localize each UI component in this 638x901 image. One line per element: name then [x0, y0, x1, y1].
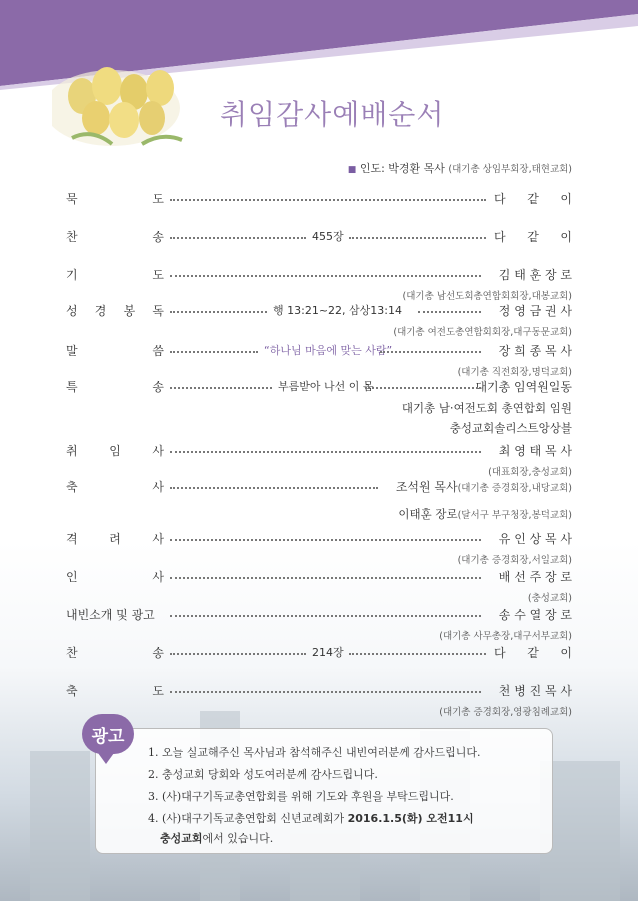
program-label-char: 찬 [66, 646, 78, 660]
program-detail: 행 13:21~22, 삼상13:14 [273, 304, 402, 317]
program-presenter [396, 478, 572, 495]
announcement-venue: 충성교회 [160, 832, 203, 845]
program-label-char: 성 [66, 304, 78, 318]
program-detail: 214장 [312, 646, 344, 659]
program-label [66, 378, 164, 395]
congratulatory-speaker [398, 506, 572, 522]
program-label [66, 478, 164, 495]
announcement-badge: 광고 [82, 714, 134, 754]
program-row [66, 342, 572, 362]
program-label-char: 취 [66, 444, 78, 458]
announcement-text: 4. (사)대구기독교총연합회 신년교례회가 [148, 812, 348, 825]
program-label-char: 봉 [123, 304, 136, 318]
program-row [66, 266, 572, 286]
announcement-line [148, 810, 474, 826]
program-label-char: 특 [66, 380, 78, 394]
leader-dots [170, 691, 481, 693]
program-detail: 부름받아 나선 이 몸 [278, 380, 374, 393]
leader-dots [170, 451, 481, 453]
presenter-affiliation: (대기총 여전도총연합회회장,대구동문교회) [393, 327, 572, 338]
leader-dots [170, 351, 258, 353]
participant-char: 같 [527, 646, 539, 660]
program-label [66, 190, 164, 207]
presenter-name: 조석원 목사 [395, 480, 458, 494]
leader-dots [170, 237, 306, 239]
presenter-affiliation: (대기총 남선도회총연합회회장,대봉교회) [402, 291, 572, 302]
program-label [66, 228, 164, 245]
program-presenter: 천 병 진 목 사 [498, 684, 572, 698]
program-row [66, 682, 572, 702]
leader-dots [349, 653, 486, 655]
leader-prefix: 인도: [359, 162, 385, 175]
leader-dots [170, 311, 267, 313]
program-label [66, 682, 164, 699]
program-label-char: 축 [66, 480, 78, 494]
program-detail: “하나님 마음에 맞는 사람” [264, 344, 393, 357]
program-label-char: 묵 [66, 192, 78, 206]
program-label [66, 530, 164, 547]
program-label [66, 342, 164, 359]
program-label-char: 송 [152, 230, 164, 244]
announcement-line: 1. 오늘 실교해주신 목사님과 참석해주신 내빈여러분께 감사드립니다. [148, 746, 481, 759]
leader-line [348, 160, 572, 176]
program-presenter: 정 영 금 권 사 [498, 304, 572, 318]
participant-char: 다 [494, 192, 506, 206]
leader-dots [170, 275, 481, 277]
participant-char: 다 [494, 230, 506, 244]
program-row [66, 190, 572, 210]
program-label-char: 격 [66, 532, 78, 546]
participant-char: 이 [560, 646, 572, 660]
program-participants [494, 644, 572, 661]
program-label [66, 568, 164, 585]
program-row [66, 302, 572, 322]
presenter-note: (대기총 증경회장,내당교회) [457, 483, 572, 494]
program-label-char: 송 [152, 380, 164, 394]
program-label-char: 사 [152, 480, 164, 494]
leader-dots [380, 351, 481, 353]
leader-dots [170, 539, 481, 541]
presenter-note: (달서구 부구청장,봉덕교회) [457, 510, 572, 521]
leader-dots [170, 653, 306, 655]
presenter-affiliation: (대기총 증경회장,영광침례교회) [439, 707, 572, 718]
program-label [66, 644, 164, 661]
presenter-affiliation: (대기총 직전회장,명덕교회) [457, 367, 572, 378]
bullet-square-icon: ■ [347, 165, 357, 175]
leader-dots [349, 237, 486, 239]
leader-dots [365, 387, 481, 389]
program-label-char: 기 [66, 268, 78, 282]
program-label-char: 도 [152, 192, 164, 206]
program-label-char: 도 [152, 268, 164, 282]
program-participants [494, 190, 572, 207]
leader-dots [418, 311, 481, 313]
program-presenter: 장 희 종 목 사 [498, 344, 572, 358]
program-row [66, 606, 572, 626]
program-row [66, 568, 572, 588]
presenter-affiliation: (대표회장,충성교회) [488, 467, 572, 478]
leader-dots [170, 199, 486, 201]
program-row [66, 442, 572, 462]
program-row [66, 478, 572, 498]
program-row [66, 644, 572, 664]
program-label-char: 씀 [152, 344, 164, 358]
program-label-char: 경 [94, 304, 107, 318]
presenter-affiliation: (대기총 증경회장,서일교회) [457, 555, 572, 566]
participant-char: 이 [560, 192, 572, 206]
announcement-line [160, 830, 273, 846]
program-presenter: 배 선 주 장 로 [498, 570, 572, 584]
program-label-char: 사 [152, 532, 164, 546]
program-label-char: 축 [66, 684, 78, 698]
program-presenter: 대기총 임역원일동 [475, 380, 572, 394]
announcement-date: 2016.1.5(화) 오전11시 [347, 812, 474, 825]
program-label-char: 송 [152, 646, 164, 660]
leader-name: 박경환 목사 [388, 162, 445, 175]
program-row [66, 530, 572, 550]
special-music-performer: 대기총 남·여전도회 총연합회 임원 [401, 401, 572, 415]
program-label-char: 사 [152, 444, 164, 458]
building-shape [30, 751, 90, 901]
program-label-char: 려 [109, 532, 121, 546]
program-presenter: 유 인 상 목 사 [498, 532, 572, 546]
program-presenter: 송 수 열 장 로 [498, 608, 572, 622]
leader-dots [170, 387, 272, 389]
presenter-affiliation: (대기총 사무총장,대구서부교회) [439, 631, 572, 642]
participant-char: 이 [560, 230, 572, 244]
special-music-performer: 충성교회솔리스트앙상블 [449, 421, 572, 435]
program-detail: 455장 [312, 230, 344, 243]
program-label [66, 266, 164, 283]
program-label: 내빈소개 및 광고 [66, 608, 155, 622]
program-participants [494, 228, 572, 245]
leader-dots [170, 577, 481, 579]
leader-note: (대기총 상임부회장,태현교회) [448, 164, 572, 175]
participant-char: 같 [527, 192, 539, 206]
program-row [66, 228, 572, 248]
announcement-line: 3. (사)대구기독교총연합회를 위해 기도와 후원을 부탁드립니다. [148, 790, 454, 803]
leader-dots [170, 615, 481, 617]
program-label [66, 442, 164, 459]
tulip-image [52, 58, 202, 150]
program-presenter: 최 영 태 목 사 [498, 444, 572, 458]
participant-char: 같 [527, 230, 539, 244]
program-label [66, 302, 164, 319]
announcement-text: 에서 있습니다. [202, 832, 274, 845]
page-title: 취임감사예배순서 [220, 98, 445, 131]
program-row [66, 378, 572, 398]
leader-dots [170, 487, 378, 489]
program-label-char: 말 [66, 344, 78, 358]
presenter-name: 이태훈 장로 [398, 507, 458, 521]
presenter-affiliation: (충성교회) [527, 593, 572, 604]
program-label-char: 독 [152, 304, 164, 318]
announcement-line: 2. 충성교회 당회와 성도여러분께 감사드립니다. [148, 768, 378, 781]
participant-char: 다 [494, 646, 506, 660]
program-label-char: 인 [66, 570, 78, 584]
program-label-char: 임 [109, 444, 121, 458]
program-label-char: 도 [152, 684, 164, 698]
program-label-char: 찬 [66, 230, 78, 244]
program-presenter: 김 태 훈 장 로 [498, 268, 572, 282]
program-label-char: 사 [152, 570, 164, 584]
